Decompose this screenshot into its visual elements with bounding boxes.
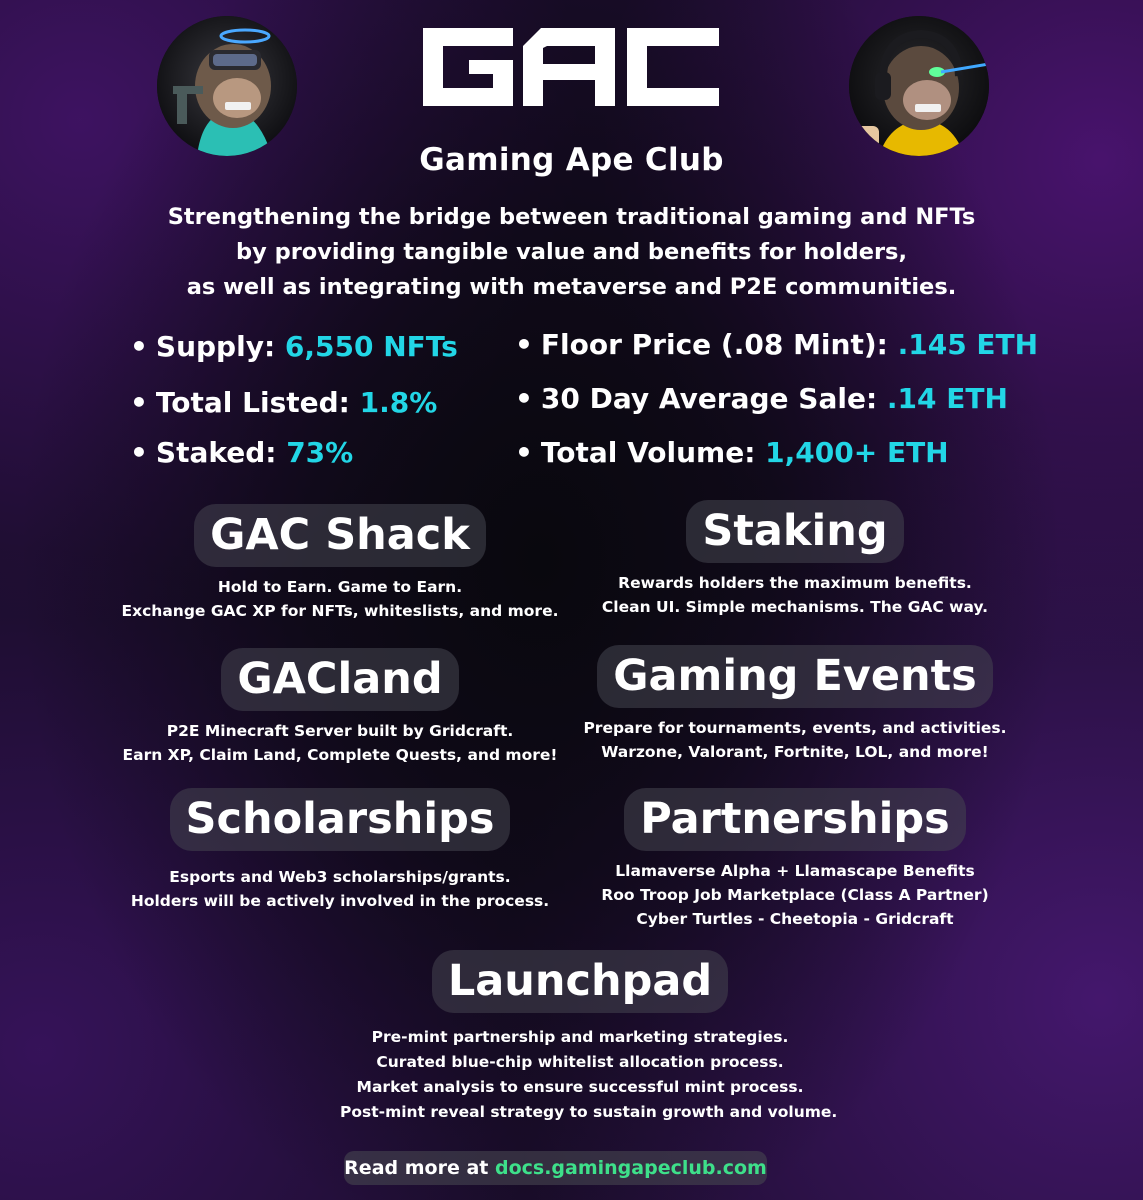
feature-partnerships [565, 788, 1025, 931]
desc-line: Warzone, Valorant, Fortnite, LOL, and more! [601, 743, 989, 761]
stat-value: 6,550 NFTs [284, 330, 458, 363]
desc-line: Clean UI. Simple mechanisms. The GAC way. [601, 598, 989, 616]
stat-total-listed [130, 386, 437, 419]
feature-gacland [110, 648, 570, 767]
feature-staking [565, 500, 1025, 619]
desc-line: Prepare for tournaments, events, and activities. [583, 719, 1007, 737]
bullet: • [515, 328, 533, 361]
feature-description [565, 716, 1025, 764]
bullet: • [515, 436, 533, 469]
desc-line: Earn XP, Claim Land, Complete Quests, and more! [122, 746, 558, 764]
feature-description [110, 865, 570, 913]
desc-line: Post-mint reveal strategy to sustain growth and volume. [340, 1103, 838, 1121]
desc-line: Curated blue-chip whitelist allocation process. [376, 1053, 784, 1071]
stat-value: 1,400+ ETH [765, 436, 949, 469]
bullet: • [130, 386, 148, 419]
feature-title: GAC Shack [194, 504, 486, 567]
read-more-banner [344, 1151, 767, 1185]
stat-value: .14 ETH [886, 382, 1008, 415]
tagline [0, 200, 1143, 305]
feature-description [565, 571, 1025, 619]
tagline-line: by providing tangible value and benefits for holders, [236, 239, 907, 265]
desc-line: Holders will be actively involved in the process. [130, 892, 550, 910]
vr-ape-avatar-icon [157, 16, 297, 156]
desc-line: Hold to Earn. Game to Earn. [217, 578, 463, 596]
feature-description [565, 859, 1025, 931]
desc-line: Market analysis to ensure successful mint process. [356, 1078, 804, 1096]
feature-title: Staking [686, 500, 903, 563]
desc-line: Rewards holders the maximum benefits. [618, 574, 972, 592]
feature-gaming-events [565, 645, 1025, 764]
bullet: • [130, 330, 148, 363]
docs-link[interactable]: docs.gamingapeclub.com [494, 1157, 767, 1179]
bullet: • [130, 436, 148, 469]
desc-line: Pre-mint partnership and marketing strategies. [371, 1028, 789, 1046]
stat-supply [130, 330, 458, 363]
stat-label: Staked: [155, 436, 277, 469]
stat-floor-price [515, 328, 1038, 361]
feature-title: Scholarships [170, 788, 511, 851]
feature-title: Partnerships [624, 788, 965, 851]
desc-line: Esports and Web3 scholarships/grants. [169, 868, 511, 886]
stat-label: Total Volume: [540, 436, 756, 469]
stat-label: Total Listed: [155, 386, 350, 419]
page-title: Gaming Ape Club [419, 142, 724, 178]
tagline-line: Strengthening the bridge between traditional gaming and NFTs [167, 204, 976, 230]
desc-line: P2E Minecraft Server built by Gridcraft. [166, 722, 514, 740]
feature-description [340, 1025, 838, 1125]
stat-value: .145 ETH [897, 328, 1039, 361]
desc-line: Exchange GAC XP for NFTs, whiteslists, and more. [121, 602, 559, 620]
feature-scholarships [110, 788, 570, 913]
feature-gac-shack [110, 504, 570, 623]
stat-label: Floor Price (.08 Mint): [540, 328, 888, 361]
stat-value: 1.8% [359, 386, 438, 419]
feature-title: GACland [221, 648, 458, 711]
desc-line: Cyber Turtles - Cheetopia - Gridcraft [636, 910, 954, 928]
read-more-prefix: Read more at [344, 1157, 495, 1179]
stat-label: 30 Day Average Sale: [540, 382, 878, 415]
feature-description [110, 719, 570, 767]
stat-total-volume [515, 436, 949, 469]
gac-logo [423, 28, 719, 106]
desc-line: Roo Troop Job Marketplace (Class A Partner) [601, 886, 989, 904]
feature-title: Gaming Events [597, 645, 993, 708]
feature-title: Launchpad [432, 950, 728, 1013]
stat-label: Supply: [155, 330, 276, 363]
tagline-line: as well as integrating with metaverse and P2E communities. [186, 274, 957, 300]
headset-ape-avatar-icon [849, 16, 989, 156]
feature-launchpad [340, 950, 838, 1125]
bullet: • [515, 382, 533, 415]
stat-value: 73% [286, 436, 354, 469]
stat-staked [130, 436, 353, 469]
feature-description [110, 575, 570, 623]
desc-line: Llamaverse Alpha + Llamascape Benefits [615, 862, 975, 880]
stat-30-day-average [515, 382, 1008, 415]
